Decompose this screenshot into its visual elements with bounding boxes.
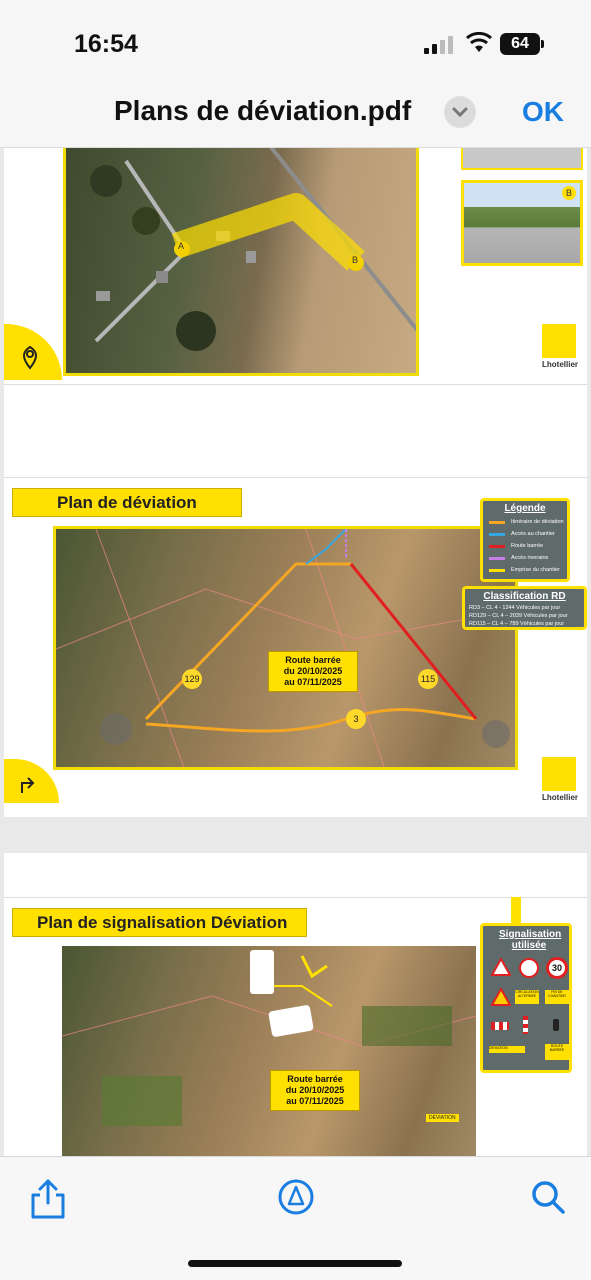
page3-top-rule: [4, 897, 587, 898]
road-closed-line-1: Route barrée: [285, 655, 341, 665]
legend-row: [483, 528, 567, 540]
document-title[interactable]: Plans de déviation.pdf: [114, 95, 412, 126]
legend-row: [483, 516, 567, 528]
legend-label: Route barrée: [511, 543, 544, 549]
photo-b-label: B: [562, 186, 576, 200]
legend-label: Itinéraire de déviation: [511, 519, 564, 525]
wifi-icon: [466, 32, 492, 54]
pdf-scroll-view[interactable]: [0, 148, 591, 1156]
aerial-map-drawing: [66, 148, 419, 376]
classification-title: Classification RD: [483, 591, 566, 602]
status-bar: [0, 0, 591, 80]
road-closed-label: [270, 1070, 360, 1111]
photo-thumbnail-top: [461, 148, 583, 170]
signage-map: [62, 946, 476, 1156]
search-icon[interactable]: [528, 1177, 568, 1217]
no-overtaking-icon: [519, 958, 539, 978]
cellular-signal-icon: [424, 34, 454, 54]
classification-box: [462, 586, 587, 630]
warning-triangle-icon: [491, 958, 511, 976]
legend-box: [480, 498, 570, 582]
logo-mark: [542, 757, 576, 791]
classification-line: RD115 – CL 4 – 789 Véhicules par jour: [469, 621, 565, 627]
photo-thumbnail-b: [461, 180, 583, 266]
road-number-115: 115: [418, 669, 438, 689]
company-logo: [542, 324, 578, 369]
alternating-traffic-sign: CIRCULATION ALTERNÉE: [515, 990, 539, 1004]
roadworks-sign-icon: [491, 988, 511, 1006]
legend-swatch: [489, 545, 505, 548]
marker-a-label: A: [178, 241, 185, 251]
signage-box: [480, 923, 572, 1073]
deviation-corner-badge: [4, 759, 59, 803]
status-time: 16:54: [74, 30, 138, 58]
road-number-129: 129: [182, 669, 202, 689]
pdf-page-3: [4, 853, 587, 1156]
navigation-bar: [0, 80, 591, 148]
page2-title: Plan de déviation: [12, 488, 242, 517]
barrier-icon: [491, 1022, 509, 1030]
deviation-sign-small: DÉVIATION: [489, 1046, 525, 1053]
page3-accent-bar: [511, 897, 521, 923]
traffic-light-icon: [553, 1019, 559, 1031]
battery-indicator: 64: [500, 33, 540, 55]
legend-label: Accès riverains: [511, 555, 549, 561]
legend-label: Accès au chantier: [511, 531, 555, 537]
legend-swatch: [489, 521, 505, 524]
legend-title: Légende: [504, 503, 546, 514]
page2-top-rule: [4, 477, 587, 478]
legend-row: [483, 540, 567, 552]
deviation-sign: DÉVIATION: [426, 1114, 459, 1122]
markup-icon[interactable]: [276, 1177, 316, 1217]
classification-line: RD3 – CL 4 - 1244 Véhicules par jour: [469, 605, 561, 611]
signage-title: Signalisation utilisée: [499, 929, 562, 951]
traffic-post-icon: [523, 1016, 528, 1034]
road-closed-line-3: au 07/11/2025: [284, 677, 342, 687]
battery-tip: [541, 40, 544, 48]
road-closed-line-3: au 07/11/2025: [286, 1096, 344, 1106]
logo-mark: [542, 324, 576, 358]
sign-cluster-1: [250, 950, 274, 994]
location-pin-icon: [16, 342, 44, 370]
legend-swatch: [489, 557, 505, 560]
legend-row: [483, 564, 567, 576]
road-closed-line-2: du 20/10/2025: [283, 666, 343, 676]
road-closed-sign: ROUTE BARRÉE: [545, 1044, 569, 1060]
legend-swatch: [489, 533, 505, 536]
done-button[interactable]: OK: [522, 96, 564, 127]
logo-text: Lhotellier: [542, 793, 579, 802]
page3-title: Plan de signalisation Déviation: [12, 908, 307, 937]
share-icon[interactable]: [28, 1177, 68, 1221]
legend-swatch: [489, 569, 505, 572]
road-number-3: 3: [346, 709, 366, 729]
road-closed-line-2: du 20/10/2025: [285, 1085, 345, 1095]
marker-b-label: B: [352, 255, 359, 265]
turn-arrow-icon: [16, 771, 40, 795]
road-closed-label: [268, 651, 358, 692]
page1-footer-rule: [4, 384, 587, 385]
legend-label: Emprise du chantier: [511, 567, 560, 573]
speed-limit-sign: 30: [546, 957, 568, 979]
deviation-map-drawing: [56, 529, 518, 770]
legend-row: [483, 552, 567, 564]
pdf-page-2: [4, 433, 587, 817]
company-logo: [542, 757, 578, 802]
classification-line: RD129 – CL 4 – 2039 Véhicules par jour: [469, 613, 568, 619]
deviation-map: [53, 526, 518, 770]
location-corner-badge: [4, 324, 62, 380]
home-indicator[interactable]: [188, 1260, 402, 1267]
end-of-works-sign: FIN DE CHANTIER: [545, 990, 569, 1004]
chevron-down-icon[interactable]: [444, 96, 476, 128]
aerial-map-page1: [63, 148, 419, 376]
road-closed-line-1: Route barrée: [287, 1074, 343, 1084]
logo-text: Lhotellier: [542, 360, 579, 369]
